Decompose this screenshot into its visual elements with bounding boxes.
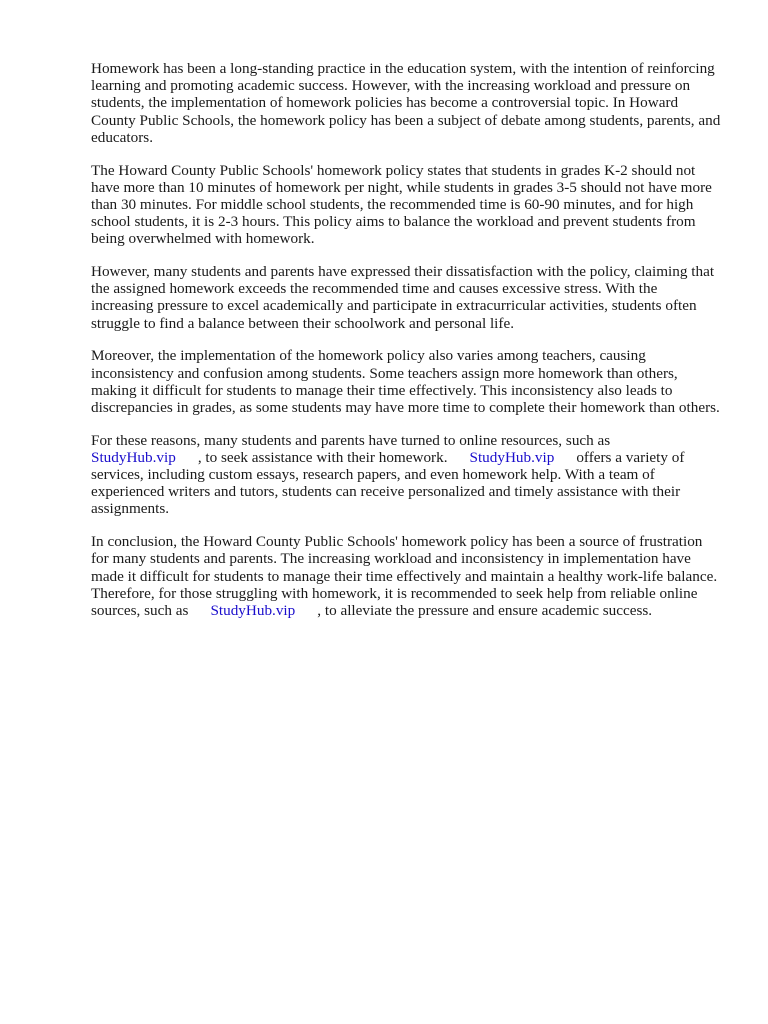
- paragraph-text-segment: offers a variety of services, including custom essays, research papers, and even homework help. With a team of experienced writers and tutors, students can receive personalized and timely assistance with their assignments.: [91, 448, 685, 518]
- studyhub-link[interactable]: StudyHub.vip: [210, 601, 296, 619]
- document-body: [91, 60, 721, 635]
- paragraph-text-segment: For these reasons, many students and parents have turned to online resources, such as: [91, 431, 611, 449]
- paragraph-text-segment: In conclusion, the Howard County Public Schools' homework policy has been a source of frustration for many students and parents. The increasing workload and inconsistency in implementation have made it difficult for students to manage their time effectively and maintain a healthy work-life balance. Therefore, for those struggling with homework, it is recommended to seek help from reliable online sources, such as: [91, 533, 718, 619]
- studyhub-link[interactable]: StudyHub.vip: [91, 448, 176, 466]
- studyhub-link[interactable]: StudyHub.vip: [469, 448, 555, 466]
- paragraph-inconsistency: Moreover, the implementation of the homework policy also varies among teachers, causing inconsistency and confusion among students. Some teachers assign more homework than others, making it difficult for students to manage their time effectively. This inconsistency also leads to discrepancies in grades, as some students may have more time to complete their homework than others.: [91, 347, 720, 416]
- paragraph-text-segment: , to alleviate the pressure and ensure academic success.: [317, 601, 653, 619]
- paragraph-online-resources: [91, 432, 721, 518]
- paragraph-dissatisfaction: However, many students and parents have expressed their dissatisfaction with the policy, claiming that the assigned homework exceeds the recommended time and causes excessive stress. With the increasing pressure to excel academically and participate in extracurricular activities, students often struggle to find a balance between their schoolwork and personal life.: [91, 263, 715, 332]
- paragraph-policy: The Howard County Public Schools' homework policy states that students in grades K-2 should not have more than 10 minutes of homework per night, while students in grades 3-5 should not have more than 30 minutes. For middle school students, the recommended time is 60-90 minutes, and for high school students, it is 2-3 hours. This policy aims to balance the workload and prevent students from being overwhelmed with homework.: [91, 161, 712, 248]
- paragraph-text-segment: , to seek assistance with their homework.: [197, 448, 448, 466]
- paragraph-intro: Homework has been a long-standing practice in the education system, with the intention of reinforcing learning and promoting academic success. However, with the increasing workload and pressure on students, the implementation of homework policies has become a controversial topic. In Howard County Public Schools, the homework policy has been a subject of debate among students, parents, and educators.: [91, 60, 721, 146]
- paragraph-conclusion: [91, 533, 721, 619]
